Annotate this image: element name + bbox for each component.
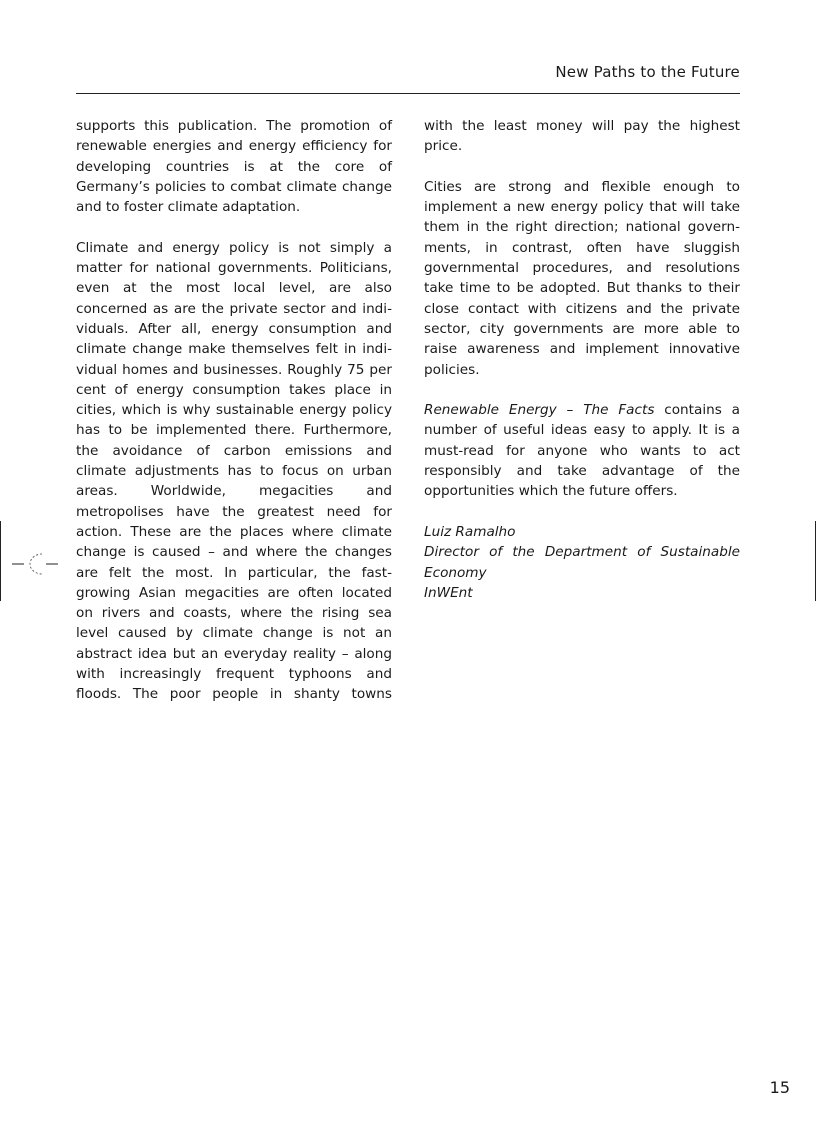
right-paragraph-1: with the least money will pay the highest price. — [424, 118, 740, 155]
signature-name: Luiz Ramalho — [424, 523, 516, 540]
book-title: Renewable Energy – The Facts — [424, 402, 655, 419]
right-column — [424, 116, 740, 603]
signature-position: Director of the Department of Sustainable Economy — [424, 544, 740, 581]
left-paragraph-1: supports this publication. The promotion of renewable energies and energy efficiency for developing countries is at the core of Germany’s policies to combat climate change and to foster climate adaptation. — [76, 118, 392, 216]
left-crop-mark — [0, 521, 1, 601]
registration-mark-icon — [12, 550, 58, 578]
running-head-title: New Paths to the Future — [555, 63, 740, 81]
right-paragraph-2: Cities are strong and flexible enough to implement a new energy policy that will take them in the right direction; national governments, in contrast, often have sluggish governmental procedures, and resolutions take time to be adopted. But thanks to their close contact with citizens and the private sector, city governments are more able to raise awareness and implement innovative policies. — [424, 178, 740, 378]
signature-block — [424, 522, 740, 603]
left-paragraph-2: Climate and energy policy is not simply a matter for national governments. Politicians, even at the most local level, are also concerned as are the private sector and individuals. After all, energy consumption and climate change make themselves felt in individual homes and businesses. Roughly 75 per cent of energy consumption takes place in cities, which is why sustainable energy policy has to be implemented there. Furthermore, the avoidance of carbon emissions and climate adjustments has to focus on urban areas. Worldwide, megacities and metropolises have the greatest need for action. These are the places where climate change is caused – and where the changes are felt the most. In particular, the fast-growing Asian megacities are often located on rivers and coasts, where the rising sea level caused by climate change is not an abstract idea but an everyday reality – along with increasingly frequent typhoons and floods. The poor people in shanty towns — [76, 239, 392, 703]
signature-organization: InWEnt — [424, 584, 473, 601]
left-column — [76, 116, 392, 725]
right-paragraph-3 — [424, 400, 740, 501]
header-rule — [76, 93, 740, 94]
right-paragraph-3-text: contains a number of useful ideas easy to apply. It is a must-read for anyone who wants to act responsibly and take advantage of the opportunities which the future offers. — [424, 402, 741, 500]
page-number: 15 — [769, 1078, 790, 1097]
